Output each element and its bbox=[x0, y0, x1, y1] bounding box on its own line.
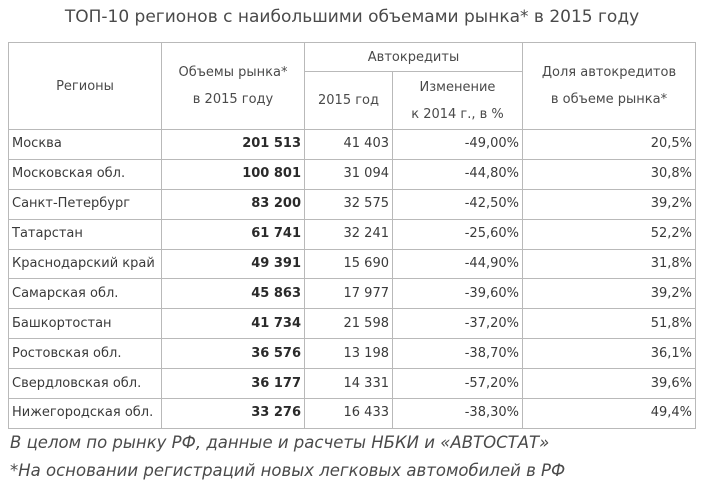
cell-share: 31,8% bbox=[523, 249, 696, 279]
cell-region: Ростовская обл. bbox=[9, 339, 162, 369]
table-row bbox=[9, 339, 696, 369]
cell-loans: 32 575 bbox=[305, 189, 393, 219]
header-change-line1: Изменение bbox=[419, 79, 496, 95]
cell-share: 39,2% bbox=[523, 279, 696, 309]
cell-loans: 16 433 bbox=[305, 399, 393, 429]
header-year-2015: 2015 год bbox=[305, 72, 393, 130]
header-change bbox=[393, 72, 523, 130]
header-row-top bbox=[9, 43, 696, 72]
cell-change: -57,20% bbox=[393, 369, 523, 399]
cell-region: Нижегородская обл. bbox=[9, 399, 162, 429]
regions-table bbox=[8, 42, 696, 429]
cell-region: Татарстан bbox=[9, 219, 162, 249]
table-row bbox=[9, 249, 696, 279]
cell-share: 39,6% bbox=[523, 369, 696, 399]
cell-region: Башкортостан bbox=[9, 309, 162, 339]
source-note: В целом по рынку РФ, данные и расчеты НБКИ и «АВТОСТАТ» bbox=[10, 433, 550, 452]
cell-loans: 14 331 bbox=[305, 369, 393, 399]
table-row bbox=[9, 130, 696, 160]
cell-loans: 17 977 bbox=[305, 279, 393, 309]
cell-region: Свердловская обл. bbox=[9, 369, 162, 399]
cell-volume: 100 801 bbox=[162, 159, 305, 189]
cell-region: Московская обл. bbox=[9, 159, 162, 189]
cell-change: -44,80% bbox=[393, 159, 523, 189]
table-row bbox=[9, 279, 696, 309]
table-row bbox=[9, 399, 696, 429]
cell-share: 39,2% bbox=[523, 189, 696, 219]
header-region: Регионы bbox=[9, 43, 162, 130]
cell-region: Краснодарский край bbox=[9, 249, 162, 279]
table-row bbox=[9, 219, 696, 249]
cell-change: -25,60% bbox=[393, 219, 523, 249]
cell-share: 30,8% bbox=[523, 159, 696, 189]
header-market-volume-line2: в 2015 году bbox=[192, 92, 274, 107]
header-market-volume bbox=[162, 43, 305, 130]
cell-loans: 13 198 bbox=[305, 339, 393, 369]
cell-loans: 15 690 bbox=[305, 249, 393, 279]
cell-volume: 83 200 bbox=[162, 189, 305, 219]
cell-share: 49,4% bbox=[523, 399, 696, 429]
cell-volume: 45 863 bbox=[162, 279, 305, 309]
cell-volume: 61 741 bbox=[162, 219, 305, 249]
cell-volume: 36 576 bbox=[162, 339, 305, 369]
cell-change: -37,20% bbox=[393, 309, 523, 339]
header-share-line2: в объеме рынка* bbox=[550, 92, 668, 107]
cell-volume: 41 734 bbox=[162, 309, 305, 339]
cell-volume: 49 391 bbox=[162, 249, 305, 279]
cell-volume: 201 513 bbox=[162, 130, 305, 160]
cell-share: 52,2% bbox=[523, 219, 696, 249]
cell-change: -49,00% bbox=[393, 130, 523, 160]
cell-region: Москва bbox=[9, 130, 162, 160]
cell-share: 20,5% bbox=[523, 130, 696, 160]
cell-volume: 33 276 bbox=[162, 399, 305, 429]
cell-change: -44,90% bbox=[393, 249, 523, 279]
cell-loans: 41 403 bbox=[305, 130, 393, 160]
header-change-line2: к 2014 г., в % bbox=[411, 106, 504, 122]
header-share bbox=[523, 43, 696, 130]
cell-volume: 36 177 bbox=[162, 369, 305, 399]
header-share-line1: Доля автокредитов bbox=[541, 65, 677, 80]
cell-region: Самарская обл. bbox=[9, 279, 162, 309]
cell-loans: 21 598 bbox=[305, 309, 393, 339]
cell-change: -39,60% bbox=[393, 279, 523, 309]
cell-share: 51,8% bbox=[523, 309, 696, 339]
table-row bbox=[9, 309, 696, 339]
header-market-volume-line1: Объемы рынка* bbox=[178, 65, 288, 80]
cell-change: -42,50% bbox=[393, 189, 523, 219]
table-row bbox=[9, 159, 696, 189]
table-row bbox=[9, 189, 696, 219]
page-title: ТОП-10 регионов с наибольшими объемами рынка* в 2015 году bbox=[64, 7, 640, 27]
cell-change: -38,30% bbox=[393, 399, 523, 429]
table-row bbox=[9, 369, 696, 399]
cell-loans: 32 241 bbox=[305, 219, 393, 249]
cell-region: Санкт-Петербург bbox=[9, 189, 162, 219]
header-autoloans: Автокредиты bbox=[305, 43, 523, 72]
cell-loans: 31 094 bbox=[305, 159, 393, 189]
asterisk-note: *На основании регистраций новых легковых автомобилей в РФ bbox=[10, 461, 566, 480]
cell-change: -38,70% bbox=[393, 339, 523, 369]
cell-share: 36,1% bbox=[523, 339, 696, 369]
